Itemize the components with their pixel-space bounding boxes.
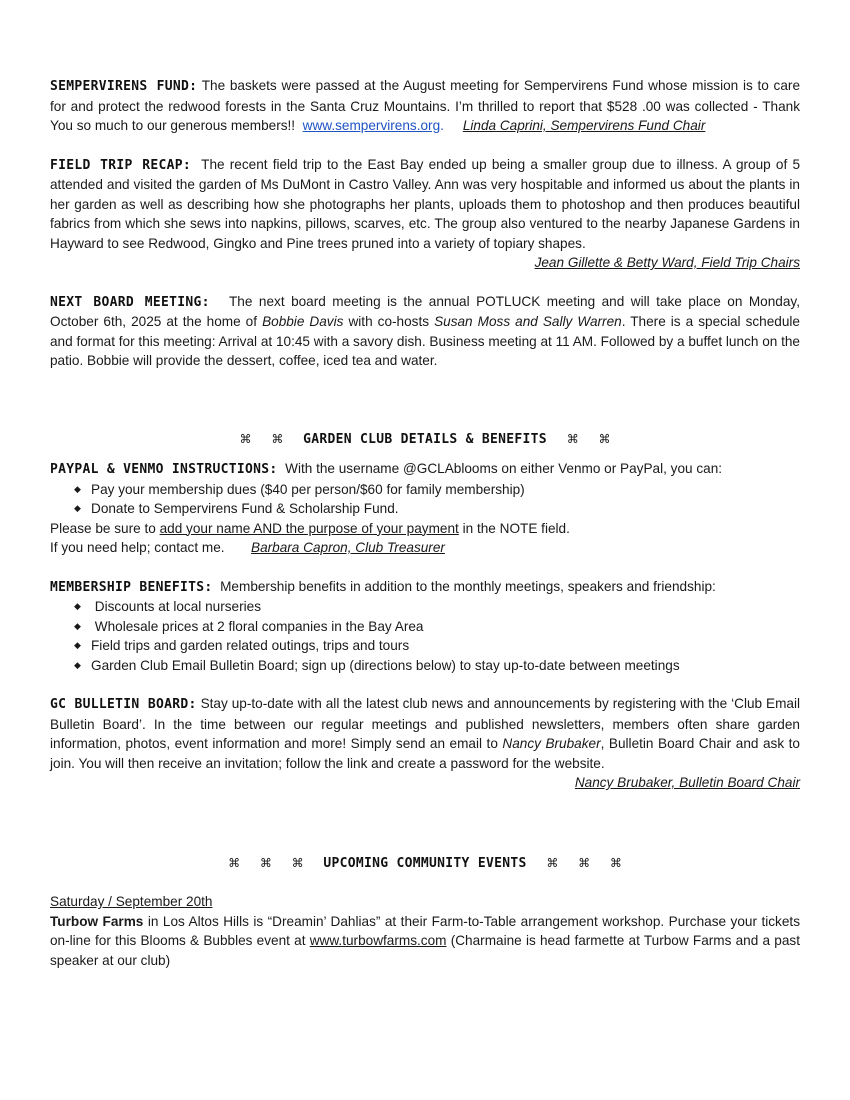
paypal-intro-line bbox=[50, 459, 800, 480]
bulletin-body-2: , Bulletin Board Chair and ask to join. You will then receive an invitation; follow the link and create a password for the website. bbox=[50, 736, 800, 771]
bulletin-name: Nancy Brubaker bbox=[502, 736, 601, 751]
bulletin-heading: GC BULLETIN BOARD: bbox=[50, 697, 197, 712]
board-meeting-body-2: with co-hosts bbox=[348, 314, 430, 329]
list-item: ◆ Donate to Sempervirens Fund & Scholarship Fund. bbox=[74, 499, 800, 519]
command-icon: ⌘ bbox=[546, 855, 559, 870]
paypal-help: If you need help; contact me. Barbara Capron, Club Treasurer bbox=[50, 540, 445, 555]
sempervirens-body: The baskets were passed at the August meeting for Sempervirens Fund whose mission is to care for and protect the redwood forests in the Santa Cruz Mountains. I’m thrilled to report that $528 .00 was collected - Thank You so much to our generous members!! bbox=[50, 78, 800, 133]
details-section-heading: GARDEN CLUB DETAILS & BENEFITS bbox=[303, 431, 547, 447]
field-trip-body: The recent field trip to the East Bay ended up being a smaller group due to illness. A group of 5 attended and visited the garden of Ms DuMont in Castro Valley. Ann was very hospitable and informed us about the plants in her garden as well as describing how she photographs her plants, uploads them to photoshop and then produces beautiful fabrics from which she sews into napkins, pillows, scarves, etc. The group also ventured to the nearby Japanese Gardens in Hayward to see Redwood, Gingko and Pine trees pruned into a variety of topiary shapes. bbox=[50, 156, 800, 251]
event-body-1: in Los Altos Hills is “Dreamin’ Dahlias” at their Farm-to-Table arrangement workshop. Purchase your tickets on-line for this Blooms & Bubbles event at bbox=[50, 913, 800, 948]
bullet-icon: ◆ bbox=[74, 483, 81, 494]
field-trip-signature-line bbox=[50, 253, 800, 273]
board-meeting-body-1: The next board meeting is the annual POTLUCK meeting and will take place on Monday, October 6th, 2025 at the home of bbox=[50, 293, 800, 329]
bullet-icon: ◆ bbox=[74, 601, 81, 611]
paypal-signature: Barbara Capron, Club Treasurer bbox=[251, 540, 445, 555]
command-icon: ⌘ bbox=[259, 855, 272, 870]
events-section-title bbox=[50, 853, 800, 874]
command-icon: ⌘ bbox=[578, 855, 591, 870]
field-trip-signature: Jean Gillette & Betty Ward, Field Trip Chairs bbox=[534, 255, 800, 270]
command-icon: ⌘ bbox=[598, 431, 611, 446]
list-item: ◆ Discounts at local nurseries bbox=[74, 597, 800, 617]
event-date-line bbox=[50, 892, 800, 912]
bulletin-signature-line bbox=[50, 773, 800, 793]
bullet-icon: ◆ bbox=[74, 503, 81, 513]
command-icon: ⌘ bbox=[228, 855, 241, 870]
membership-intro: Membership benefits in addition to the monthly meetings, speakers and friendship: bbox=[220, 578, 716, 594]
list-item: ◆ Pay your membership dues ($40 per person/$60 for family membership) bbox=[74, 480, 800, 500]
bulletin-paragraph bbox=[50, 694, 800, 773]
membership-list bbox=[50, 597, 800, 675]
list-item: ◆ Wholesale prices at 2 floral companies in the Bay Area bbox=[74, 617, 800, 637]
newsletter-page bbox=[50, 76, 800, 970]
board-meeting-heading: NEXT BOARD MEETING: bbox=[50, 294, 210, 310]
command-icon: ⌘ bbox=[566, 431, 579, 446]
event-date: Saturday / September 20th bbox=[50, 894, 213, 909]
events-section-heading: UPCOMING COMMUNITY EVENTS bbox=[323, 855, 527, 871]
paypal-note-underlined: add your name AND the purpose of your payment bbox=[159, 520, 459, 536]
board-meeting-host: Bobbie Davis bbox=[262, 314, 344, 329]
bullet-icon: ◆ bbox=[74, 620, 81, 631]
command-icon: ⌘ bbox=[239, 431, 252, 446]
membership-heading: MEMBERSHIP BENEFITS: bbox=[50, 579, 213, 595]
bullet-icon: ◆ bbox=[74, 640, 81, 650]
sempervirens-paragraph bbox=[50, 76, 800, 136]
command-icon: ⌘ bbox=[291, 855, 304, 870]
event-paragraph bbox=[50, 912, 800, 971]
sempervirens-heading: SEMPERVIRENS FUND: bbox=[50, 79, 198, 94]
sempervirens-link[interactable]: www.sempervirens.org bbox=[302, 118, 441, 133]
paypal-heading: PAYPAL & VENMO INSTRUCTIONS: bbox=[50, 462, 278, 477]
membership-intro-line bbox=[50, 577, 800, 598]
sempervirens-link-suffix: . bbox=[440, 118, 444, 133]
field-trip-paragraph bbox=[50, 155, 800, 254]
bulletin-signature: Nancy Brubaker, Bulletin Board Chair bbox=[574, 775, 800, 790]
event-venue: Turbow Farms bbox=[50, 913, 144, 929]
command-icon: ⌘ bbox=[609, 855, 622, 870]
event-body-2: (Charmaine is head farmette at Turbow Farms and a past speaker at our club) bbox=[50, 933, 801, 968]
bullet-icon: ◆ bbox=[74, 659, 81, 670]
paypal-intro: With the username @GCLAblooms on either Venmo or PayPal, you can: bbox=[285, 461, 723, 476]
board-meeting-cohosts: Susan Moss and Sally Warren bbox=[434, 314, 622, 329]
command-icon: ⌘ bbox=[271, 431, 284, 446]
paypal-list bbox=[50, 480, 800, 519]
field-trip-heading: FIELD TRIP RECAP: bbox=[50, 157, 191, 173]
details-section-title bbox=[50, 429, 800, 450]
bulletin-body-1: Stay up-to-date with all the latest club news and announcements by registering with the ‘Club Email Bulletin Board’. In the time between our regular meetings and published newsletters, members often share garden information, photos, event information and more! Simply send an email to bbox=[50, 696, 801, 751]
paypal-note: Please be sure to add your name AND the purpose of your payment in the NOTE field. bbox=[50, 520, 570, 536]
sempervirens-signature: Linda Caprini, Sempervirens Fund Chair bbox=[462, 118, 706, 133]
event-link[interactable]: www.turbowfarms.com bbox=[309, 933, 447, 948]
list-item: ◆ Garden Club Email Bulletin Board; sign up (directions below) to stay up-to-date between meetings bbox=[74, 656, 800, 676]
list-item: ◆ Field trips and garden related outings, trips and tours bbox=[74, 636, 800, 656]
board-meeting-paragraph bbox=[50, 292, 800, 371]
board-meeting-body-3: . There is a special schedule and format for this meeting: Arrival at 10:45 with a savory dish. Business meeting at 11 AM. Followed by a buffet lunch on the patio. Bobbie will provide the dessert, coffee, iced tea and water. bbox=[50, 314, 800, 368]
